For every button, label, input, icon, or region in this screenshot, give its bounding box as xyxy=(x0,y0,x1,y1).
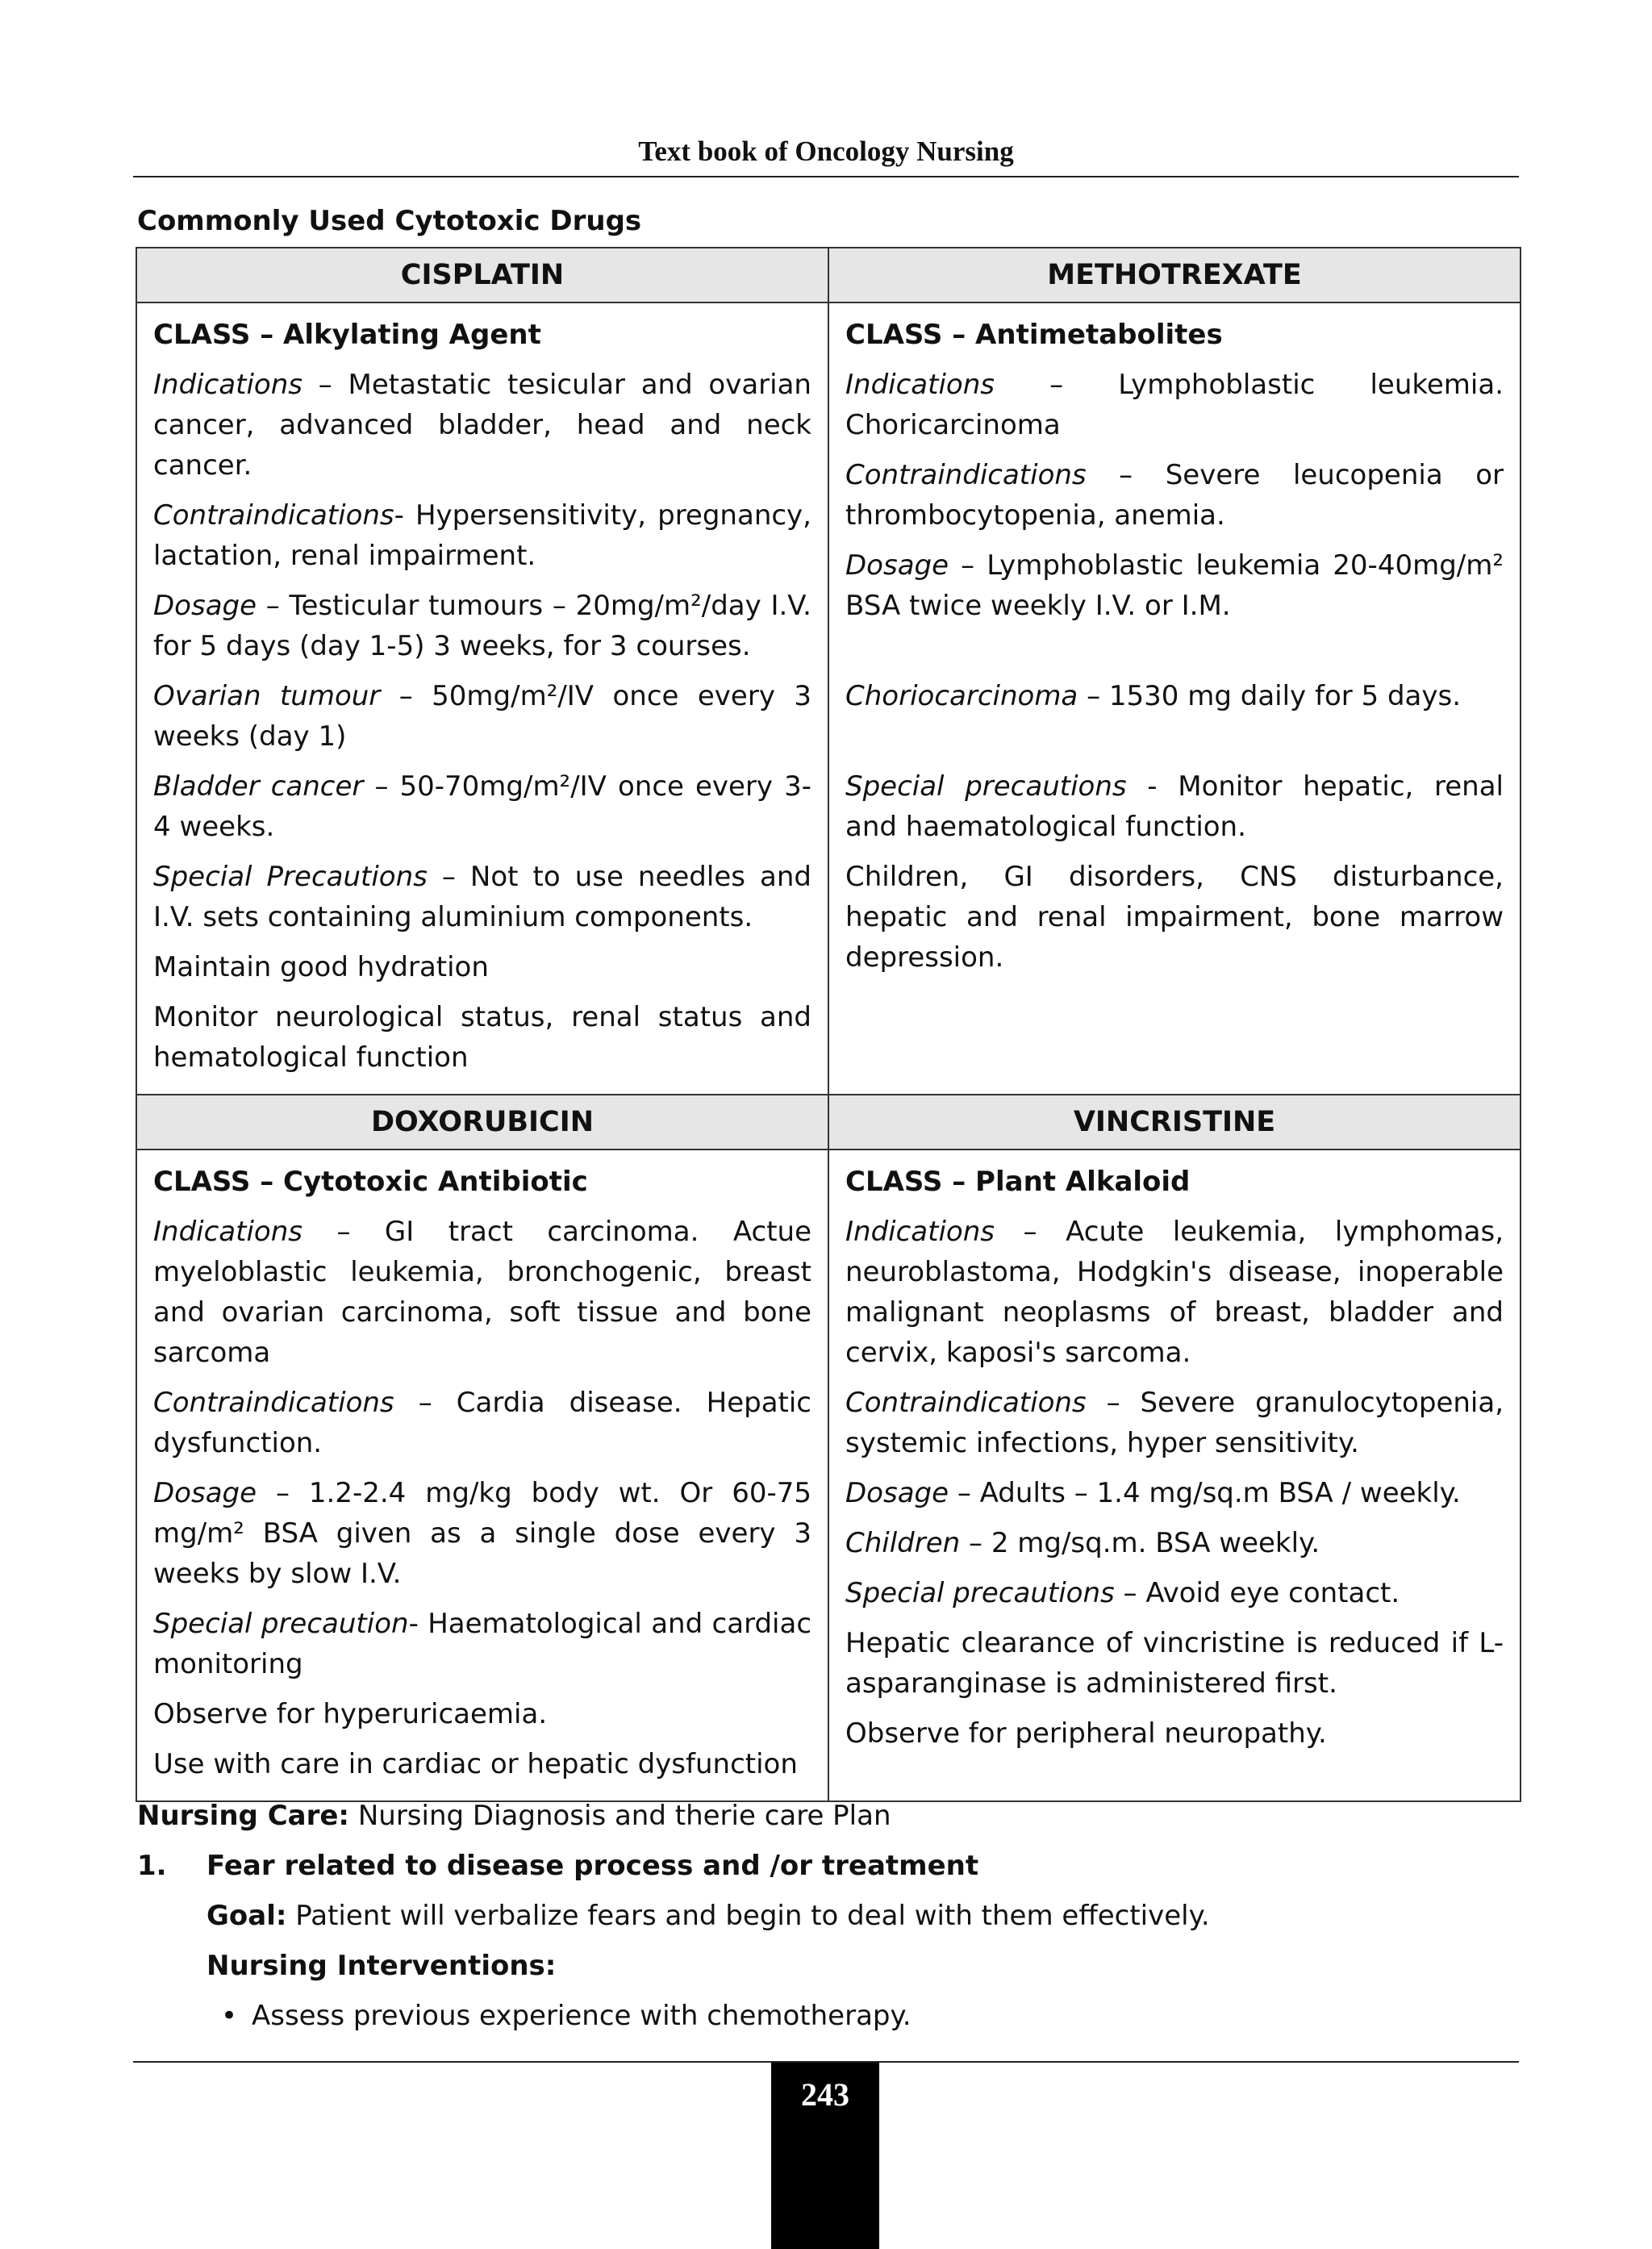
paragraph-text: – Avoid eye contact. xyxy=(1114,1577,1400,1609)
diagnosis-item xyxy=(137,1841,1521,1891)
table-row xyxy=(136,303,1521,1095)
paragraph-text: – Lymphoblastic leukemia. Choricarcinoma xyxy=(845,369,1504,441)
paragraph-text: – Adults – 1.4 mg/sq.m BSA / weekly. xyxy=(949,1477,1461,1509)
paragraph-text: – 1530 mg daily for 5 days. xyxy=(1078,680,1462,712)
nursing-care-section xyxy=(137,1791,1521,2041)
drug-name-cisplatin: CISPLATIN xyxy=(136,248,828,303)
paragraph-text: – Metastatic tesicular and ovarian cancer, advanced bladder, head and neck cancer. xyxy=(153,369,811,482)
drug-name-methotrexate: METHOTREXATE xyxy=(828,248,1521,303)
table-header-row xyxy=(136,248,1521,303)
drug-paragraph xyxy=(153,1473,811,1594)
paragraph-text: - Hypersensitivity, pregnancy, lactation, renal impairment. xyxy=(153,499,811,572)
drug-class: CLASS – Alkylating Agent xyxy=(153,319,541,351)
drug-paragraph xyxy=(153,1694,811,1734)
drug-cell-doxorubicin xyxy=(136,1150,828,1801)
paragraph-text: – Acute leukemia, lymphomas, neuroblastoma, Hodgkin's disease, inoperable malignant neoplasms of breast, bladder and cervix, kaposi's sarcoma. xyxy=(845,1216,1504,1369)
paragraph-label: Special Precautions xyxy=(153,861,428,893)
drug-paragraph xyxy=(845,1623,1504,1704)
drug-paragraph xyxy=(845,1212,1504,1373)
paragraph-label: Dosage xyxy=(153,1477,257,1509)
drug-paragraph xyxy=(153,1744,811,1784)
drug-name-vincristine: VINCRISTINE xyxy=(828,1095,1521,1150)
paragraph-label: Dosage xyxy=(153,590,257,622)
nursing-care-text: Nursing Diagnosis and therie care Plan xyxy=(349,1800,891,1832)
running-header: Text book of Oncology Nursing xyxy=(638,136,1014,167)
paragraph-text: - Haematological and cardiac monitoring xyxy=(153,1608,812,1680)
paragraph-text: – Severe granulocytopenia, systemic infections, hyper sensitivity. xyxy=(845,1387,1504,1459)
drug-paragraph xyxy=(845,766,1504,847)
paragraph-text: Observe for peripheral neuropathy. xyxy=(845,1717,1327,1750)
drug-paragraph xyxy=(845,676,1504,716)
nursing-care-label: Nursing Care: xyxy=(137,1800,350,1832)
drug-paragraph xyxy=(845,857,1504,978)
paragraph-label: Indications xyxy=(153,1216,302,1248)
drug-name-doxorubicin: DOXORUBICIN xyxy=(136,1095,828,1150)
drug-cell-methotrexate xyxy=(828,303,1521,1095)
paragraph-label: Choriocarcinoma xyxy=(845,680,1078,712)
paragraph-text: – Severe leucopenia or thrombocytopenia, anemia. xyxy=(845,459,1504,532)
drug-paragraph xyxy=(845,1573,1504,1613)
drug-cell-vincristine xyxy=(828,1150,1521,1801)
drug-paragraph xyxy=(845,545,1504,626)
paragraph-label: Contraindications xyxy=(845,459,1087,491)
paragraph-text: – 2 mg/sq.m. BSA weekly. xyxy=(960,1527,1320,1559)
drug-paragraph xyxy=(845,365,1504,445)
header-rule xyxy=(133,176,1519,177)
drug-paragraph xyxy=(153,365,811,486)
paragraph-text: – GI tract carcinoma. Actue myeloblastic leukemia, bronchogenic, breast and ovarian carcinoma, soft tissue and bone sarcoma xyxy=(153,1216,811,1369)
drug-paragraph xyxy=(153,676,811,757)
paragraph-label: Special precaution xyxy=(153,1608,409,1640)
goal-label: Goal: xyxy=(206,1900,287,1932)
section-title: Commonly Used Cytotoxic Drugs xyxy=(137,205,642,237)
drug-paragraph xyxy=(153,1604,811,1684)
table-row xyxy=(136,1150,1521,1801)
paragraph-label: Contraindications xyxy=(153,1387,394,1419)
drug-paragraph xyxy=(153,997,811,1078)
paragraph-label: Dosage xyxy=(845,1477,949,1509)
drug-paragraph xyxy=(153,857,811,937)
drug-table xyxy=(136,247,1521,1802)
paragraph-label: Special precautions xyxy=(845,1577,1115,1609)
paragraph-text: – Cardia disease. Hepatic dysfunction. xyxy=(153,1387,811,1459)
paragraph-text: – Lymphoblastic leukemia 20-40mg/m² BSA twice weekly I.V. or I.M. xyxy=(845,549,1504,622)
nursing-care-line xyxy=(137,1791,1521,1841)
paragraph-text: – 50mg/m²/IV once every 3 weeks (day 1) xyxy=(153,680,811,753)
goal-text: Patient will verbalize fears and begin to deal with them effectively. xyxy=(286,1900,1210,1932)
paragraph-text: – Not to use needles and I.V. sets containing aluminium components. xyxy=(153,861,811,933)
paragraph-text: Monitor neurological status, renal status and hematological function xyxy=(153,1001,811,1074)
paragraph-label: Children xyxy=(845,1527,961,1559)
drug-paragraph xyxy=(153,766,811,847)
paragraph-text: Hepatic clearance of vincristine is reduced if L-asparanginase is administered first. xyxy=(845,1627,1504,1700)
intervention-text: Assess previous experience with chemotherapy. xyxy=(252,2000,912,2032)
drug-class: CLASS – Cytotoxic Antibiotic xyxy=(153,1166,588,1198)
paragraph-label: Bladder cancer xyxy=(153,770,364,803)
drug-paragraph xyxy=(153,947,811,987)
bullet-icon: • xyxy=(220,2000,238,2032)
drug-paragraph xyxy=(845,1383,1504,1463)
drug-class: CLASS – Plant Alkaloid xyxy=(845,1166,1191,1198)
paragraph-label: Ovarian tumour xyxy=(153,680,381,712)
drug-class: CLASS – Antimetabolites xyxy=(845,319,1223,351)
drug-paragraph xyxy=(845,1473,1504,1513)
paragraph-label: Indications xyxy=(153,369,302,401)
drug-paragraph xyxy=(845,455,1504,536)
interventions-heading xyxy=(206,1941,1521,1991)
interventions-label: Nursing Interventions: xyxy=(206,1950,557,1982)
paragraph-text: Observe for hyperuricaemia. xyxy=(153,1698,548,1730)
diagnosis-title: Fear related to disease process and /or treatment xyxy=(206,1850,979,1882)
page-number: 243 xyxy=(771,2063,879,2249)
drug-paragraph xyxy=(845,1523,1504,1563)
drug-paragraph xyxy=(153,1212,811,1373)
paragraph-text: Use with care in cardiac or hepatic dysfunction xyxy=(153,1748,798,1780)
diagnosis-number: 1. xyxy=(137,1850,167,1882)
paragraph-label: Contraindications xyxy=(153,499,394,532)
paragraph-label: Special precautions xyxy=(845,770,1127,803)
paragraph-label: Indications xyxy=(845,369,995,401)
paragraph-text: – 50-70mg/m²/IV once every 3-4 weeks. xyxy=(153,770,811,843)
table-header-row xyxy=(136,1095,1521,1150)
paragraph-text: Maintain good hydration xyxy=(153,951,489,983)
list-item xyxy=(206,1991,1521,2041)
drug-cell-cisplatin xyxy=(136,303,828,1095)
drug-paragraph xyxy=(153,586,811,666)
drug-paragraph xyxy=(153,1383,811,1463)
paragraph-text: - Monitor hepatic, renal and haematological function. xyxy=(845,770,1504,843)
goal-line xyxy=(206,1891,1521,1941)
paragraph-label: Indications xyxy=(845,1216,995,1248)
drug-paragraph xyxy=(845,1713,1504,1754)
paragraph-text: Children, GI disorders, CNS disturbance, hepatic and renal impairment, bone marrow depression. xyxy=(845,861,1504,974)
paragraph-label: Dosage xyxy=(845,549,949,582)
paragraph-text: – 1.2-2.4 mg/kg body wt. Or 60-75 mg/m² BSA given as a single dose every 3 weeks by slow I.V. xyxy=(153,1477,811,1590)
paragraph-label: Contraindications xyxy=(845,1387,1087,1419)
drug-paragraph xyxy=(153,495,811,576)
paragraph-text: – Testicular tumours – 20mg/m²/day I.V. for 5 days (day 1-5) 3 weeks, for 3 courses. xyxy=(153,590,811,662)
